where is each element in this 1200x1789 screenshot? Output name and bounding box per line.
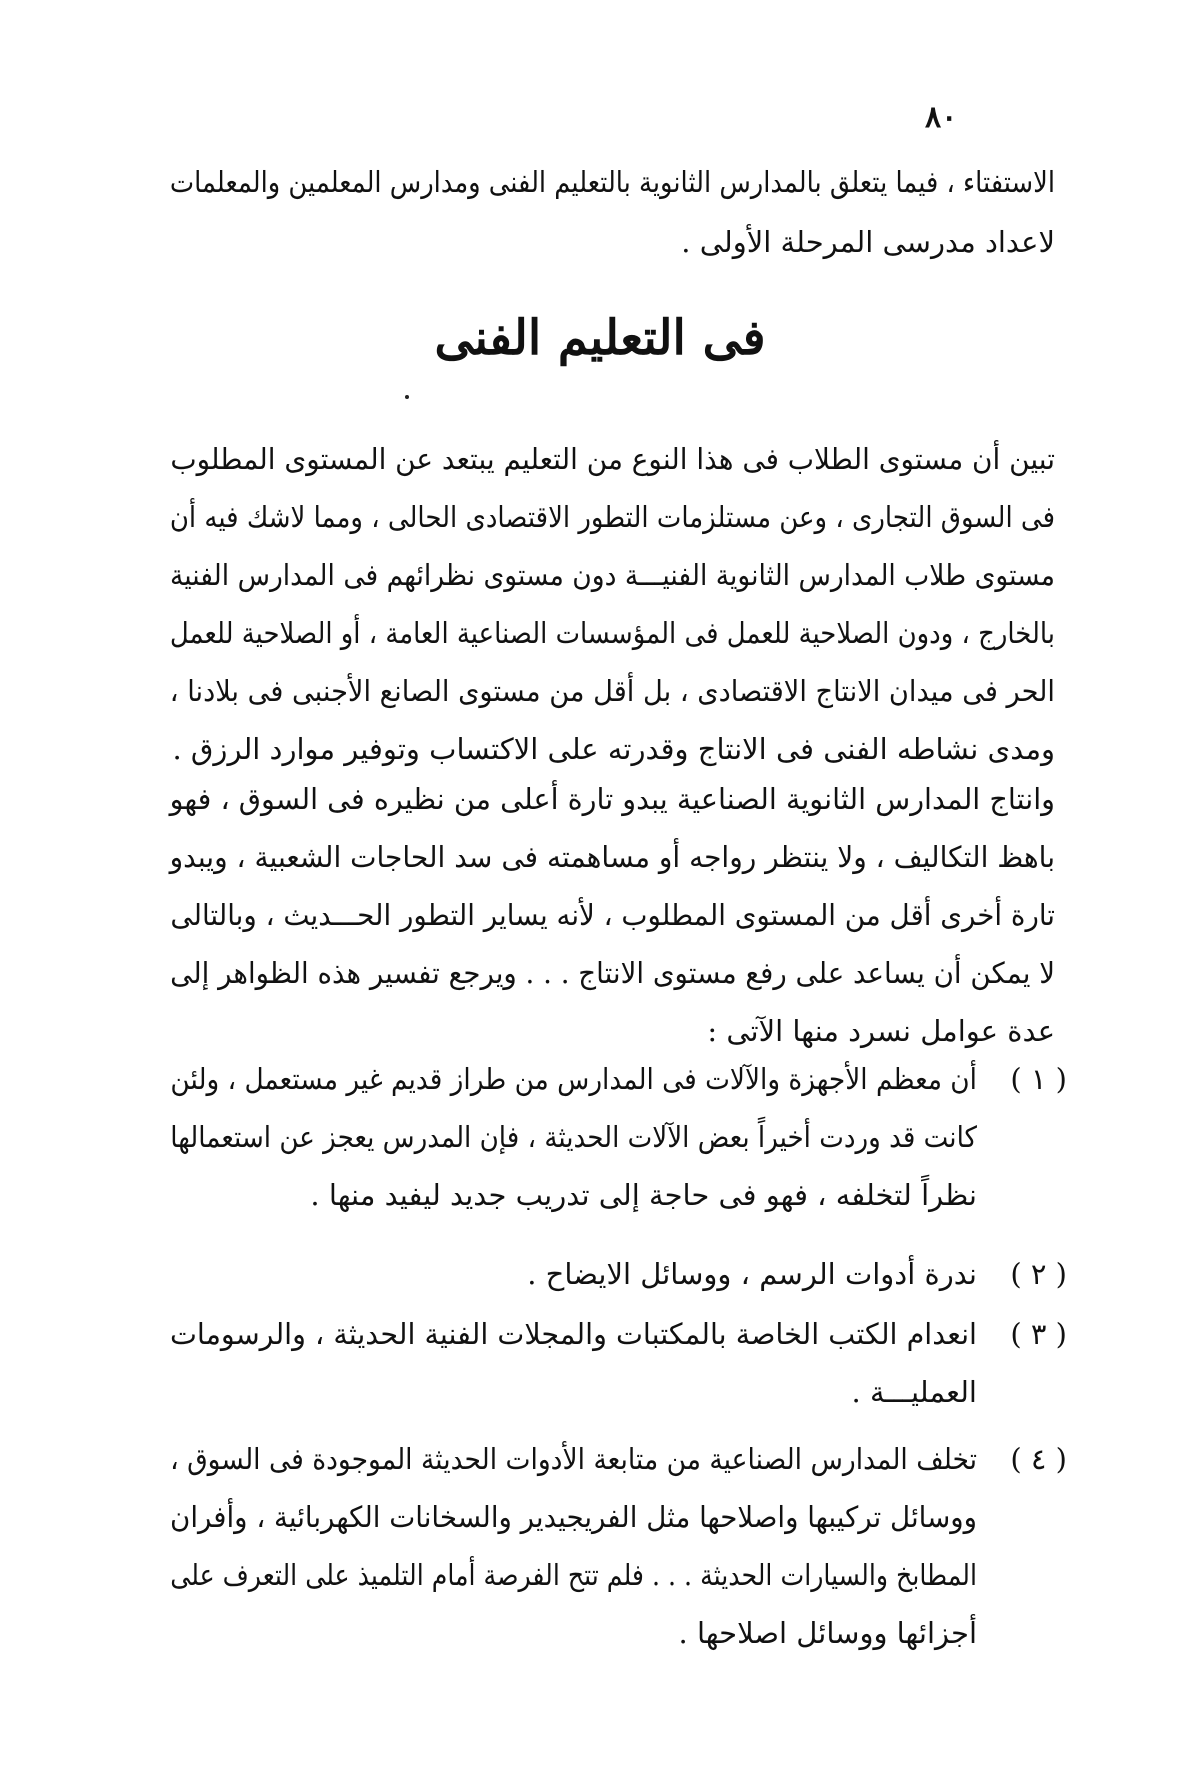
list-item-2: [170, 1245, 1067, 1303]
text-line: بالخارج ، ودون الصلاحية للعمل فى المؤسسات الصناعية العامة ، أو الصلاحية للعمل: [169, 616, 1056, 650]
list-item-1: [170, 1050, 1067, 1224]
text-line: العمليـــة .: [851, 1375, 977, 1409]
item-number: ( ١ ): [1010, 1062, 1067, 1096]
list-item-4: [170, 1430, 1067, 1662]
list-item-3: [169, 1305, 1067, 1421]
text-line: كانت قد وردت أخيراً بعض الآلات الحديثة ، فإن المدرس يعجز عن استعمالها: [170, 1120, 978, 1154]
intro-paragraph: [170, 152, 1055, 272]
section-title: فى التعليم الفنى: [434, 310, 766, 366]
text-line: عدة عوامل نسرد منها الآتى :: [707, 1014, 1055, 1048]
text-line: الاستفتاء ، فيما يتعلق بالمدارس الثانوية بالتعليم الفنى ومدارس المعلمين والمعلمات: [169, 165, 1055, 199]
ink-dot: [405, 395, 409, 399]
text-line: الحر فى ميدان الانتاج الاقتصادى ، بل أقل من مستوى الصانع الأجنبى فى بلادنا ،: [169, 674, 1056, 708]
text-line: مستوى طلاب المدارس الثانوية الفنيـــة دون مستوى نظرائهم فى المدارس الفنية: [169, 558, 1055, 592]
text-line: فى السوق التجارى ، وعن مستلزمات التطور الاقتصادى الحالى ، ومما لاشك فيه أن: [169, 500, 1055, 534]
item-number: ( ٣ ): [1010, 1317, 1067, 1351]
text-line: لا يمكن أن يساعد على رفع مستوى الانتاج . . . ويرجع تفسير هذه الظواهر إلى: [170, 956, 1055, 990]
text-line: تبين أن مستوى الطلاب فى هذا النوع من التعليم يبتعد عن المستوى المطلوب: [170, 442, 1055, 476]
text-line: أن معظم الأجهزة والآلات فى المدارس من طراز قديم غير مستعمل ، ولئن: [170, 1062, 977, 1096]
text-line: المطابخ والسيارات الحديثة . . . فلم تتح الفرصة أمام التلميذ على التعرف على: [170, 1558, 978, 1592]
text-line: ووسائل تركيبها واصلاحها مثل الفريجيدير والسخانات الكهربائية ، وأفران: [170, 1500, 978, 1534]
text-line: وانتاج المدارس الثانوية الصناعية يبدو تارة أعلى من نظيره فى السوق ، فهو: [169, 782, 1055, 816]
page-number: ٨٠: [925, 100, 958, 135]
text-line: ندرة أدوات الرسم ، ووسائل الايضاح .: [527, 1257, 977, 1291]
text-line: نظراً لتخلفه ، فهو فى حاجة إلى تدريب جديد ليفيد منها .: [310, 1178, 977, 1212]
text-line: ومدى نشاطه الفنى فى الانتاج وقدرته على الاكتساب وتوفير موارد الرزق .: [172, 732, 1055, 766]
text-line: تخلف المدارس الصناعية من متابعة الأدوات الحديثة الموجودة فى السوق ،: [170, 1442, 977, 1476]
text-line: باهظ التكاليف ، ولا ينتظر رواجه أو مساهمته فى سد الحاجات الشعبية ، ويبدو: [169, 840, 1055, 874]
paragraph-1: [170, 430, 1055, 778]
text-line: أجزائها ووسائل اصلاحها .: [678, 1616, 977, 1650]
text-line: لاعداد مدرسى المرحلة الأولى .: [681, 225, 1055, 259]
text-line: تارة أخرى أقل من المستوى المطلوب ، لأنه يساير التطور الحـــديث ، وبالتالى: [170, 898, 1055, 932]
paragraph-2: [170, 770, 1055, 1060]
text-line: انعدام الكتب الخاصة بالمكتبات والمجلات الفنية الحديثة ، والرسومات: [169, 1317, 977, 1351]
item-number: ( ٢ ): [1010, 1257, 1067, 1291]
item-number: ( ٤ ): [1010, 1442, 1067, 1476]
